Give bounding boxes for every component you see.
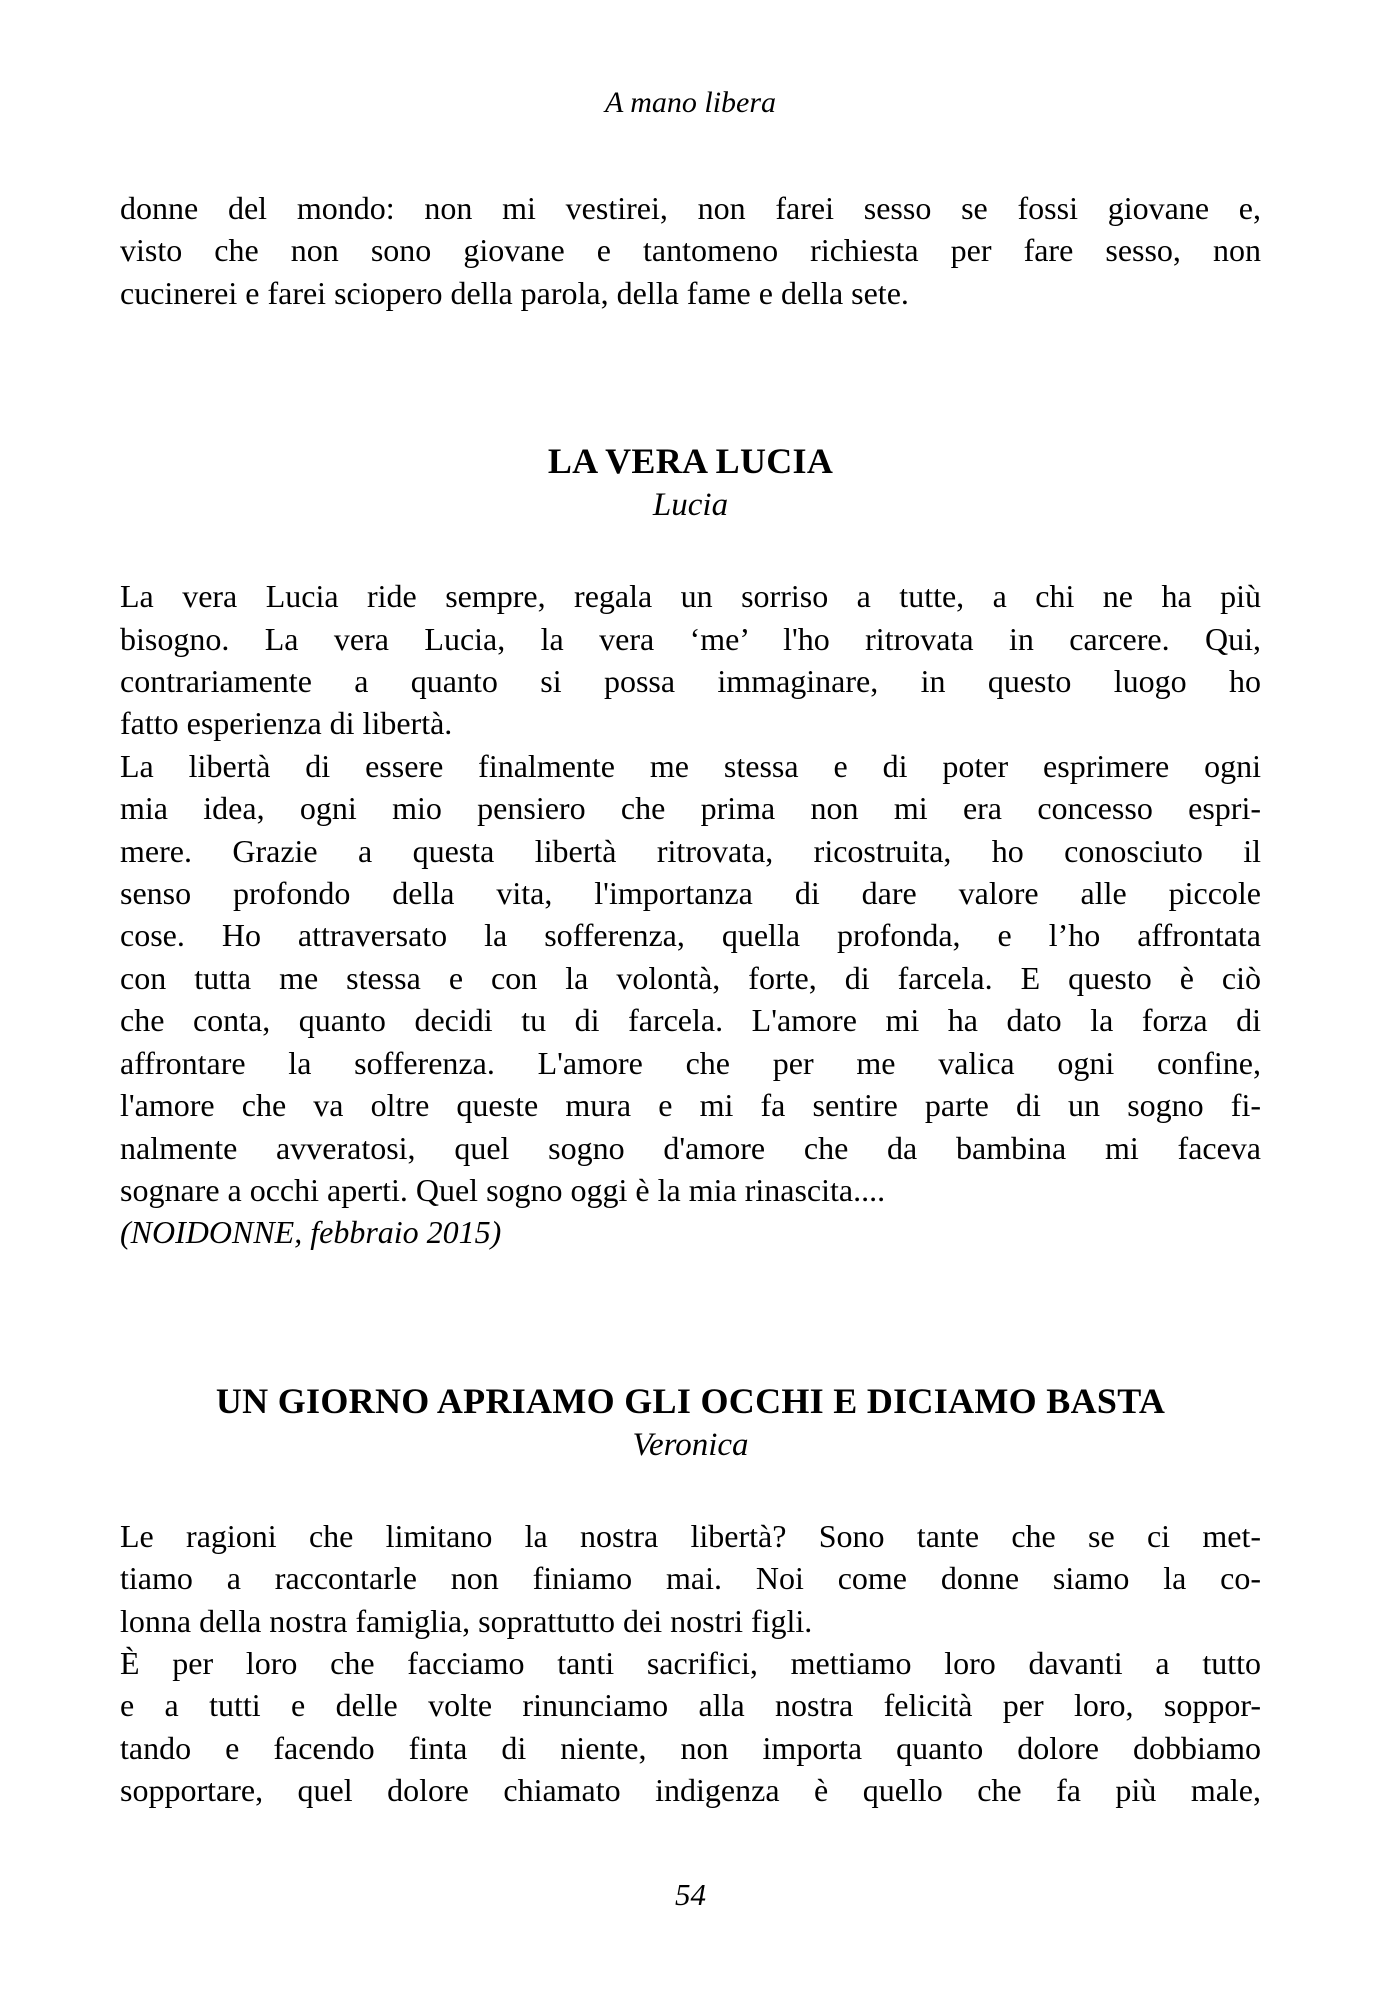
text-line: Le ragioni che limitano la nostra libertà? Sono tante che se ci met- [120,1517,1261,1554]
section-title: LA VERA LUCIA [547,441,834,482]
text-line: mere. Grazie a questa libertà ritrovata, ricostruita, ho conosciuto il [120,832,1261,869]
section-title: UN GIORNO APRIAMO GLI OCCHI E DICIAMO BASTA [215,1380,1166,1421]
text-line: nalmente avveratosi, quel sogno d'amore che da bambina mi faceva [120,1129,1261,1166]
text-line: l'amore che va oltre queste mura e mi fa sentire parte di un sogno fi- [120,1087,1261,1124]
text-line: La vera Lucia ride sempre, regala un sorriso a tutte, a chi ne ha più [120,578,1261,615]
text-line: senso profondo della vita, l'importanza di dare valore alle piccole [120,875,1261,912]
text-line: affrontare la sofferenza. L'amore che per me valica ogni confine, [120,1044,1261,1081]
text-line: donne del mondo: non mi vestirei, non farei sesso se fossi giovane e, [120,190,1261,226]
text-line: con tutta me stessa e con la volontà, forte, di farcela. E questo è ciò [120,959,1261,996]
text-line: tiamo a raccontarle non finiamo mai. Noi come donne siamo la co- [120,1560,1261,1597]
section-la-vera-lucia [120,439,1261,527]
text-line: sopportare, quel dolore chiamato indigenza è quello che fa più male, [120,1772,1261,1809]
text-line: cucinerei e farei sciopero della parola, della fame e della sete. [120,274,909,311]
section-author: Veronica [632,1426,749,1463]
text-line: mia idea, ogni mio pensiero che prima non mi era concesso espri- [120,790,1261,827]
text-line: È per loro che facciamo tanti sacrifici, mettiamo loro davanti a tutto [120,1644,1261,1681]
text-line: lonna della nostra famiglia, soprattutto dei nostri figli. [120,1602,813,1639]
text-line: cose. Ho attraversato la sofferenza, quella profonda, e l’ho affrontata [120,917,1261,954]
text-line: fatto esperienza di libertà. [120,705,453,742]
veronica-paragraph [120,1515,1261,1812]
text-line: sognare a occhi aperti. Quel sogno oggi è la mia rinascita.... [120,1171,886,1208]
page-body [120,187,1261,1812]
intro-paragraph [120,187,1261,314]
text-line: La libertà di essere finalmente me stessa e di poter esprimere ogni [120,747,1261,784]
text-line: e a tutti e delle volte rinunciamo alla nostra felicità per loro, soppor- [120,1687,1261,1724]
text-line: che conta, quanto decidi tu di farcela. L'amore mi ha dato la forza di [120,1002,1261,1039]
text-line: tando e facendo finta di niente, non importa quanto dolore dobbiamo [120,1729,1261,1766]
page-number: 54 [675,1876,706,1912]
lucia-attribution: (NOIDONNE, febbraio 2015) [120,1214,502,1251]
text-line: contrariamente a quanto si possa immaginare, in questo luogo ho [120,663,1261,700]
section-author: Lucia [652,487,729,524]
text-line: bisogno. La vera Lucia, la vera ‘me’ l'ho ritrovata in carcere. Qui, [120,620,1261,657]
running-header: A mano libera [604,86,777,119]
section-un-giorno [120,1379,1261,1467]
lucia-paragraph [120,575,1261,1211]
text-line: visto che non sono giovane e tantomeno richiesta per fare sesso, non [120,232,1261,269]
